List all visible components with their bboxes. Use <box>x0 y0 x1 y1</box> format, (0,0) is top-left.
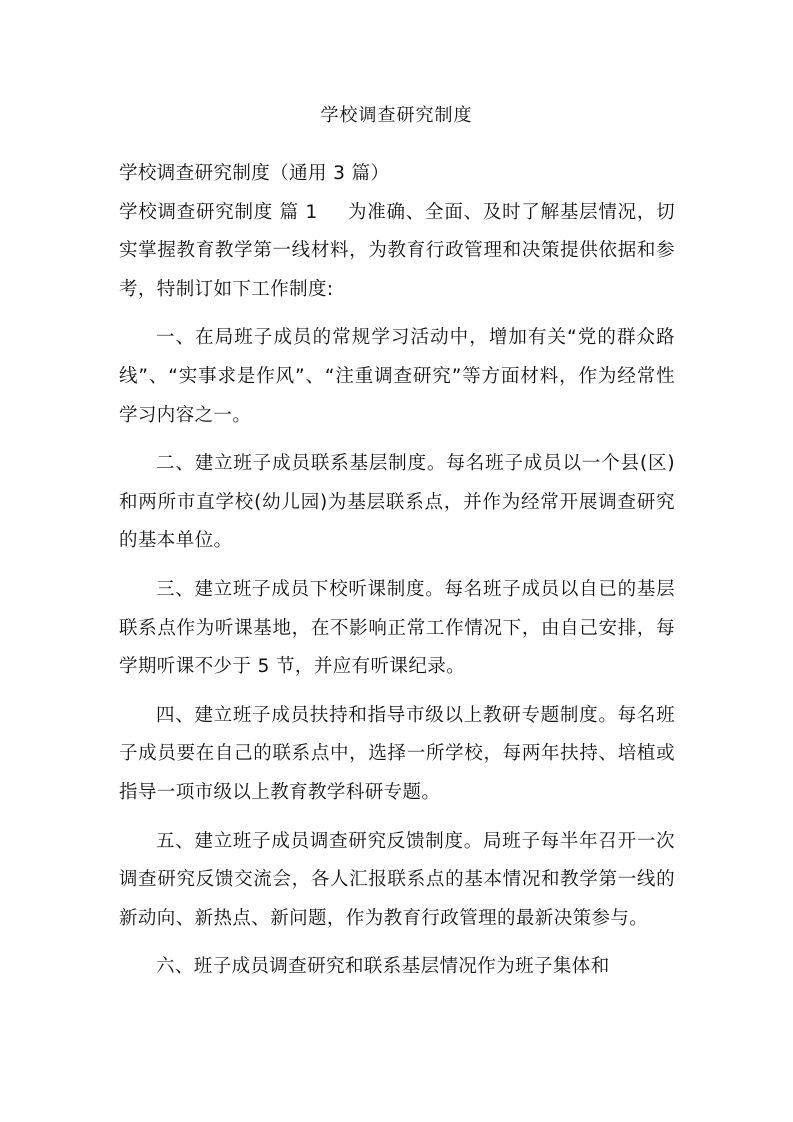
paragraph-3: 三、建立班子成员下校听课制度。每名班子成员以自已的基层联系点作为听课基地，在不影响正常工作情况下，由自己安排，每学期听课不少于 5 节，并应有听课纪录。 <box>119 578 675 678</box>
intro-paragraph <box>119 194 675 310</box>
document-title: 学校调查研究制度 <box>320 105 473 126</box>
paragraph-2: 二、建立班子成员联系基层制度。每名班子成员以一个县(区)和两所市直学校(幼儿园)为基层联系点，并作为经常开展调查研究的基本单位。 <box>119 453 675 552</box>
paragraph-4: 四、建立班子成员扶持和指导市级以上教研专题制度。每名班子成员要在自己的联系点中，选择一所学校，每两年扶持、培植或指导一项市级以上教育教学科研专题。 <box>119 704 675 803</box>
paragraph-1: 一、在局班子成员的常规学习活动中，增加有关“党的群众路线”、“实事求是作风”、“注重调查研究”等方面材料，作为经常性学习内容之一。 <box>119 327 675 426</box>
section-heading: 学校调查研究制度 篇 1 <box>119 201 318 223</box>
paragraph-5: 五、建立班子成员调查研究反馈制度。局班子每半年召开一次调查研究反馈交流会，各人汇报联系点的基本情况和教学第一线的新动向、新热点、新问题，作为教育行政管理的最新决策参与。 <box>119 830 675 929</box>
document-body <box>119 155 675 987</box>
paragraph-6: 六、班子成员调查研究和联系基层情况作为班子集体和 <box>156 956 610 978</box>
intro-text: 为准确、全面、及时了解基层情况，切实掌握教育教学第一线材料，为教育行政管理和决策提供依据和参考，特制订如下工作制度: <box>119 201 675 300</box>
document-subtitle: 学校调查研究制度（通用 3 篇） <box>119 163 390 184</box>
